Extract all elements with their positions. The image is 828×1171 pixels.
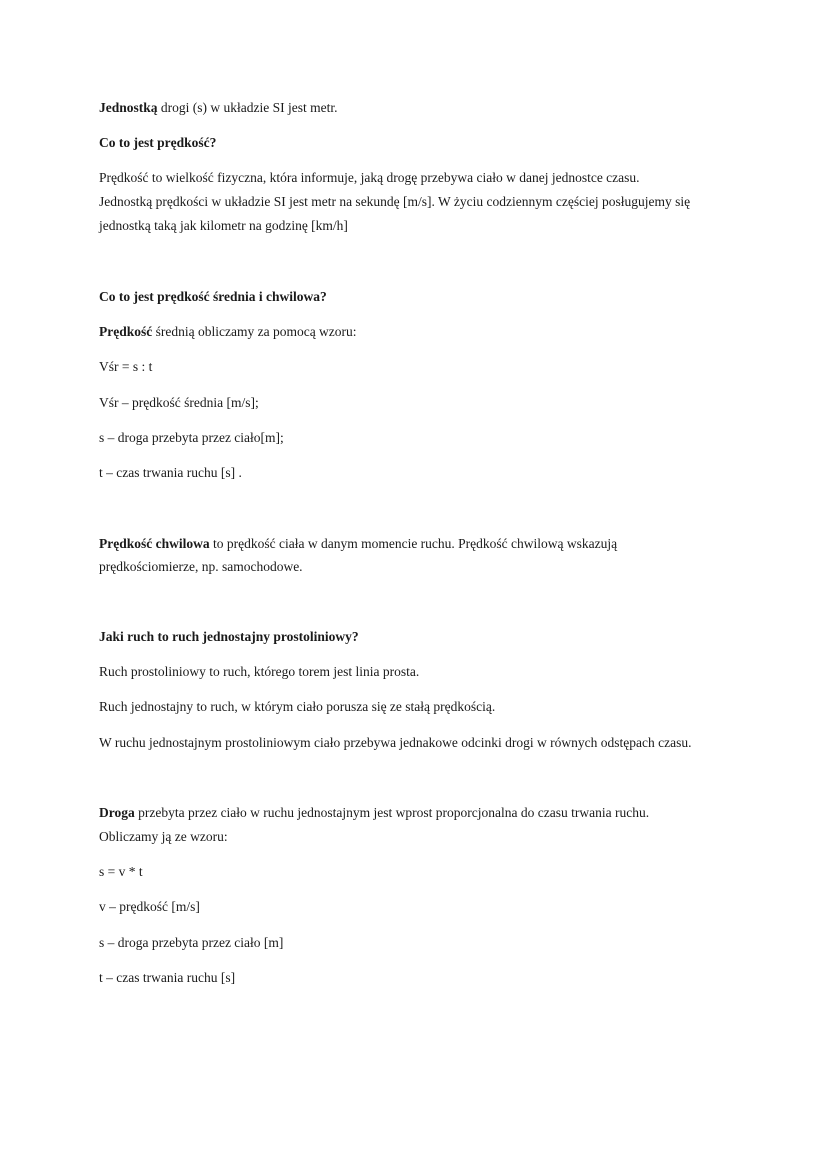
si-unit-line	[99, 99, 337, 117]
uniform-rectilinear-motion-definition: W ruchu jednostajnym prostoliniowym ciało przebywa jednakowe odcinki drogi w równych odstępach czasu.	[99, 735, 692, 750]
distance-text: przebyta przez ciało w ruchu jednostajnym jest wprost proporcjonalna do czasu trwania ruchu.	[134, 805, 650, 820]
formula-distance: s = v * t	[99, 864, 143, 879]
definition-s-distance: s – droga przebyta przez ciało [m]	[99, 935, 284, 950]
instant-speed-line-1	[99, 535, 617, 553]
definition-t: t – czas trwania ruchu [s] .	[99, 465, 242, 480]
rectilinear-motion-definition: Ruch prostoliniowy to ruch, którego torem jest linia prosta.	[99, 664, 420, 679]
definition-v: v – prędkość [m/s]	[99, 899, 200, 914]
formula-average-speed: Vśr = s : t	[99, 359, 153, 374]
instant-speed-bold: Prędkość chwilowa	[99, 536, 210, 551]
heading-average-instant-speed: Co to jest prędkość średnia i chwilowa?	[99, 289, 327, 304]
definition-vsr: Vśr – prędkość średnia [m/s];	[99, 395, 259, 410]
heading-what-is-speed: Co to jest prędkość?	[99, 135, 217, 150]
si-unit-bold: Jednostką	[99, 100, 158, 115]
speed-definition-line-3: jednostką taką jak kilometr na godzinę [km/h]	[99, 218, 348, 233]
uniform-motion-definition: Ruch jednostajny to ruch, w którym ciało porusza się ze stałą prędkością.	[99, 699, 496, 714]
speed-definition-line-2: Jednostką prędkości w układzie SI jest metr na sekundę [m/s]. W życiu codziennym częściej posługujemy się	[99, 194, 691, 209]
average-speed-bold: Prędkość	[99, 324, 153, 339]
distance-bold: Droga	[99, 805, 135, 820]
heading-uniform-motion: Jaki ruch to ruch jednostajny prostoliniowy?	[99, 629, 359, 644]
average-speed-text: średnią obliczamy za pomocą wzoru:	[152, 324, 357, 339]
definition-t-time: t – czas trwania ruchu [s]	[99, 970, 236, 985]
distance-line-2: Obliczamy ją ze wzoru:	[99, 829, 228, 844]
si-unit-text: drogi (s) w układzie SI jest metr.	[157, 100, 338, 115]
definition-s: s – droga przebyta przez ciało[m];	[99, 430, 284, 445]
instant-speed-line-2: prędkościomierze, np. samochodowe.	[99, 559, 303, 574]
average-speed-intro	[99, 323, 357, 341]
instant-speed-text: to prędkość ciała w danym momencie ruchu. Prędkość chwilową wskazują	[209, 536, 618, 551]
speed-definition-line-1: Prędkość to wielkość fizyczna, która informuje, jaką drogę przebywa ciało w danej jednostce czasu.	[99, 170, 640, 185]
distance-line-1	[99, 804, 649, 822]
